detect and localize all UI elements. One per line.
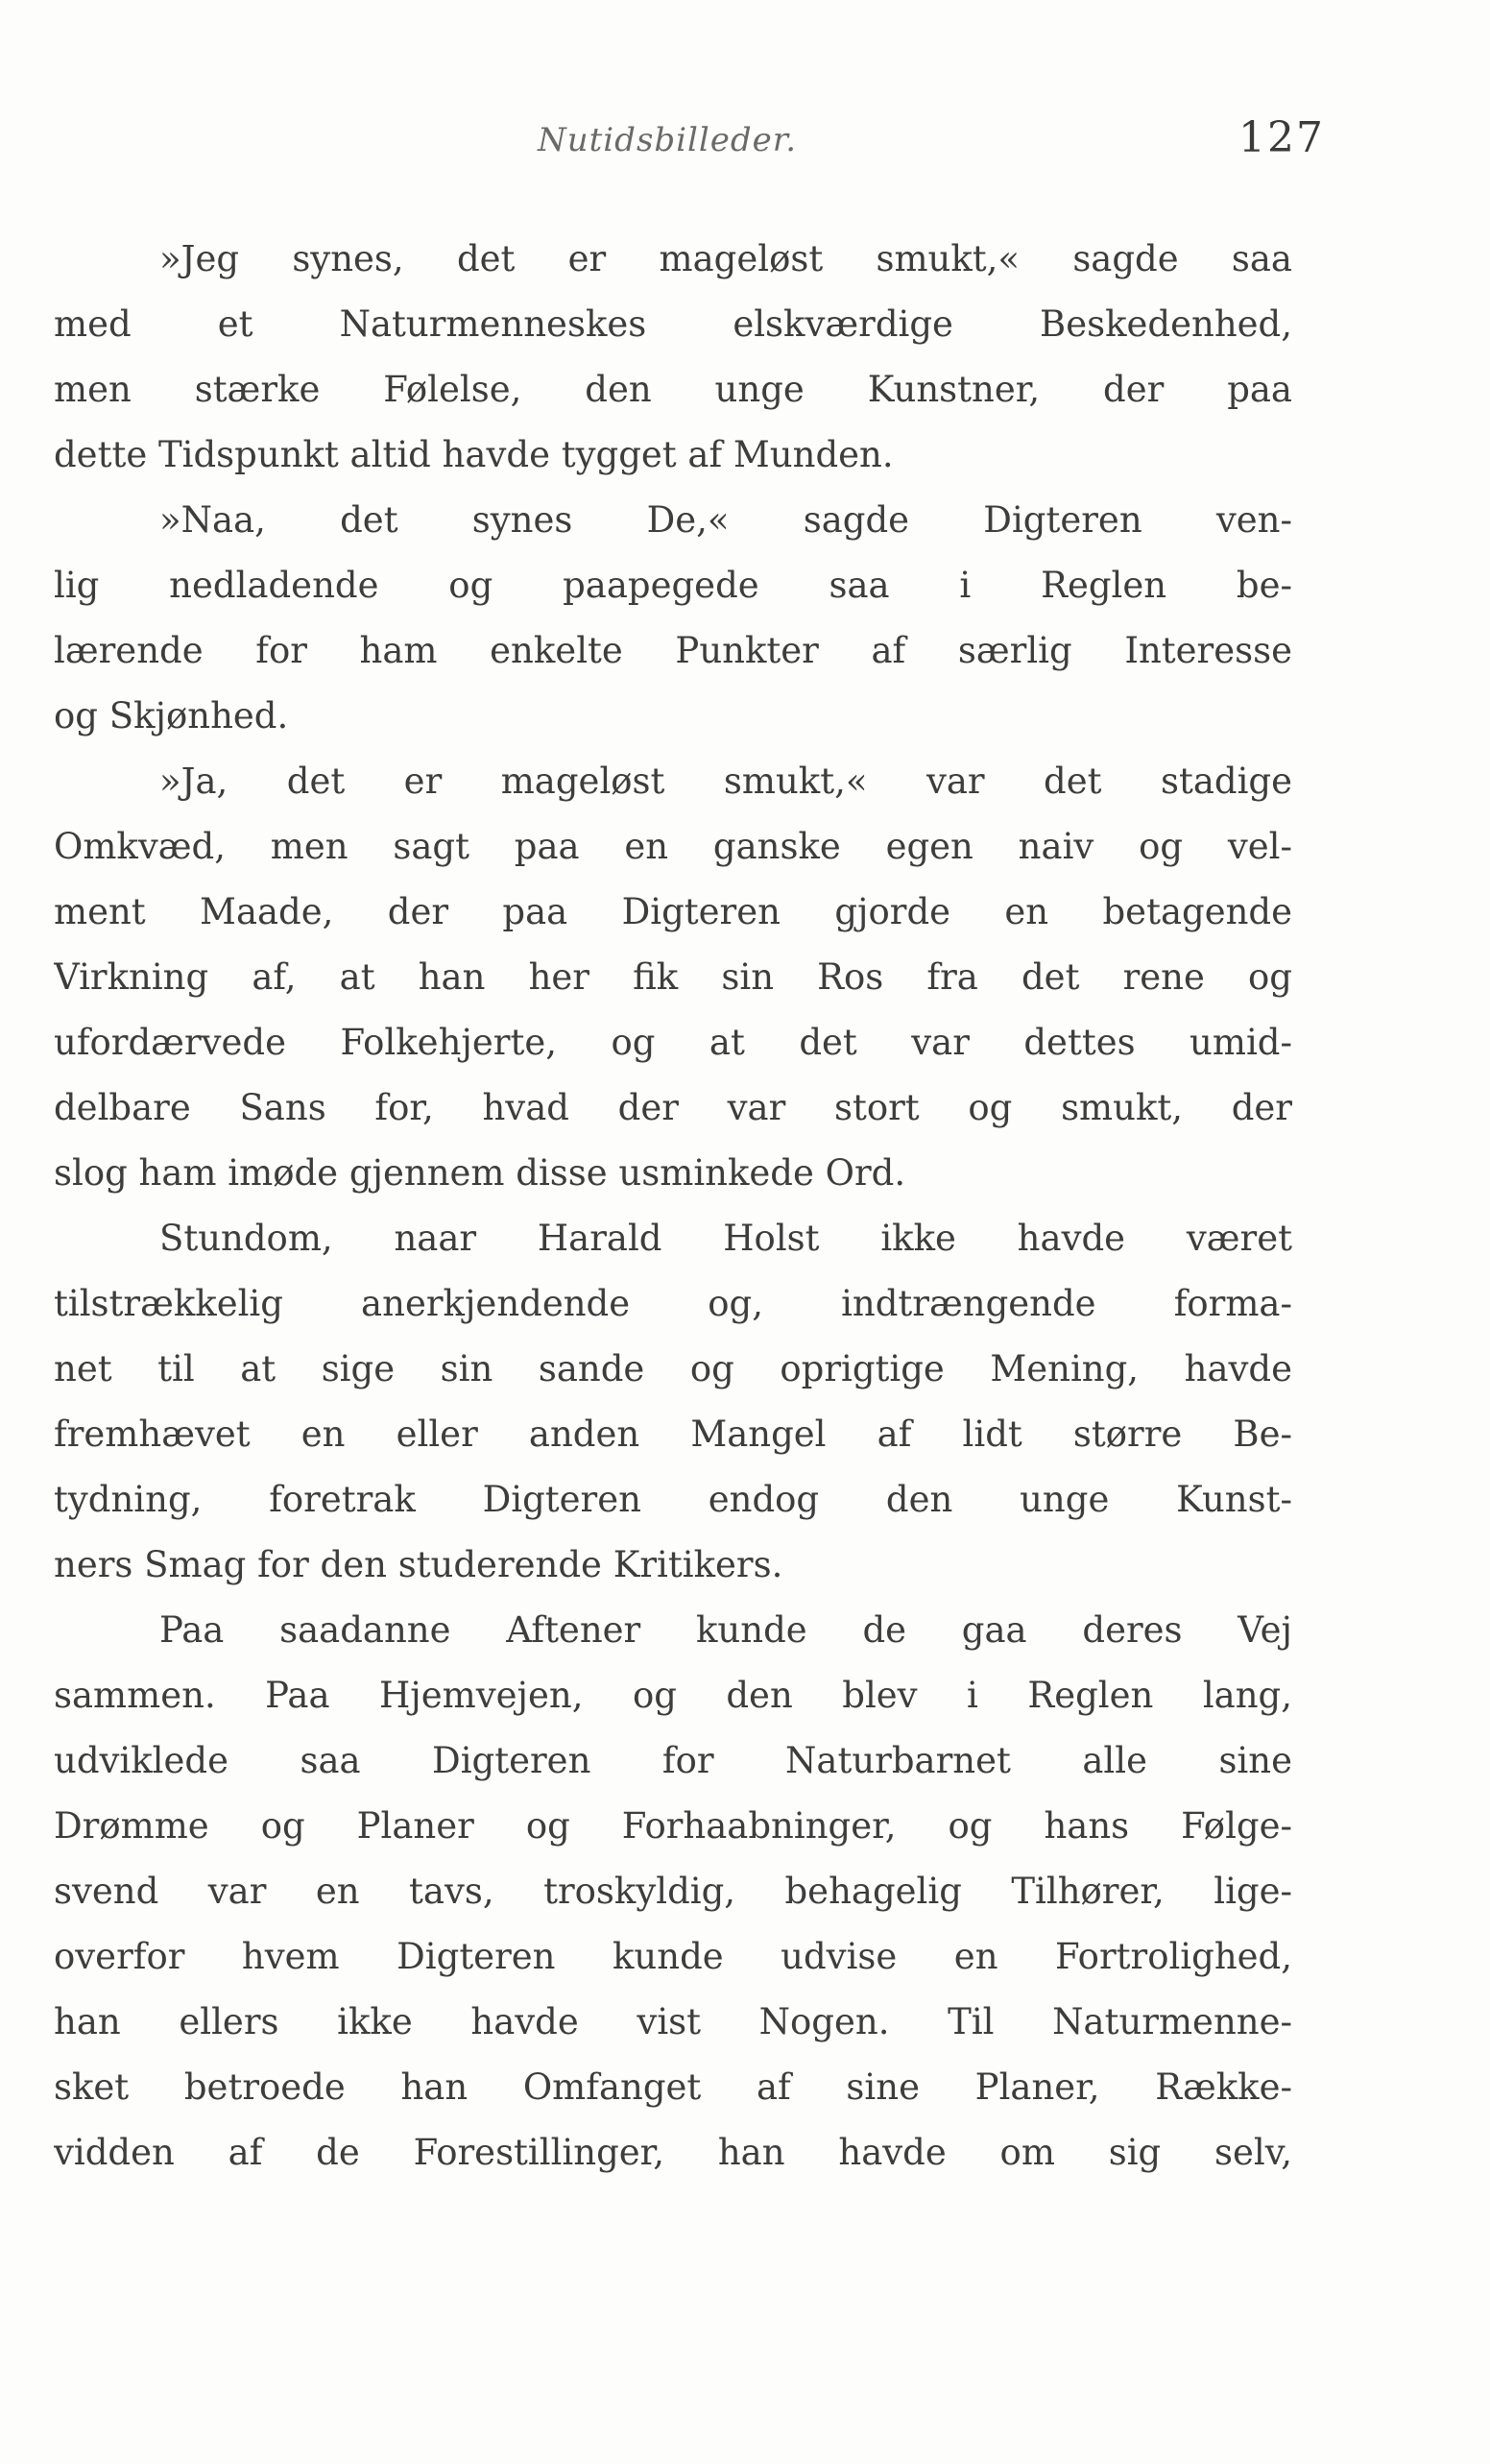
text-line: ment Maade, der paa Digteren gjorde en betagende	[54, 891, 1292, 932]
text-line: lig nedladende og paapegede saa i Reglen be-	[54, 565, 1292, 606]
text-line: og Skjønhed.	[54, 695, 289, 737]
text-line: overfor hvem Digteren kunde udvise en Fortrolighed,	[54, 1936, 1292, 1977]
text-line: Drømme og Planer og Forhaabninger, og hans Følge-	[54, 1805, 1292, 1847]
text-line: med et Naturmenneskes elskværdige Beskedenhed,	[54, 303, 1292, 345]
text-line: ufordærvede Folkehjerte, og at det var dettes umid-	[54, 1022, 1292, 1063]
text-line: Stundom, naar Harald Holst ikke havde været	[159, 1218, 1292, 1259]
text-line: Paa saadanne Aftener kunde de gaa deres Vej	[159, 1609, 1292, 1651]
text-line: »Naa, det synes De,« sagde Digteren ven-	[159, 499, 1292, 541]
text-line: dette Tidspunkt altid havde tygget af Munden.	[54, 434, 894, 475]
text-line: lærende for ham enkelte Punkter af særlig Interesse	[54, 630, 1292, 671]
body-text	[54, 227, 1292, 2186]
text-line: men stærke Følelse, den unge Kunstner, der paa	[54, 369, 1292, 410]
paragraph	[54, 227, 1292, 488]
text-line: tilstrækkelig anerkjendende og, indtrængende forma-	[54, 1283, 1292, 1324]
text-line: fremhævet en eller anden Mangel af lidt større Be-	[54, 1413, 1292, 1455]
text-line: slog ham imøde gjennem disse usminkede Ord.	[54, 1152, 906, 1194]
running-title: Nutidsbilleder.	[538, 121, 798, 159]
paragraph	[54, 1206, 1292, 1598]
text-line: sket betroede han Omfanget af sine Planer, Række-	[54, 2066, 1292, 2108]
text-line: han ellers ikke havde vist Nogen. Til Naturmenne-	[54, 2001, 1292, 2042]
text-line: »Ja, det er mageløst smukt,« var det stadige	[159, 761, 1292, 802]
text-line: vidden af de Forestillinger, han havde om sig selv,	[54, 2132, 1292, 2173]
text-line: ners Smag for den studerende Kritikers.	[54, 1544, 783, 1585]
paragraph	[54, 749, 1292, 1206]
text-line: delbare Sans for, hvad der var stort og smukt, der	[54, 1087, 1292, 1128]
paragraph	[54, 1598, 1292, 2186]
text-line: net til at sige sin sande og oprigtige Mening, havde	[54, 1348, 1292, 1389]
running-head	[0, 113, 1490, 171]
text-line: »Jeg synes, det er mageløst smukt,« sagde saa	[159, 238, 1292, 279]
text-line: udviklede saa Digteren for Naturbarnet alle sine	[54, 1740, 1292, 1781]
paragraph	[54, 488, 1292, 749]
text-line: sammen. Paa Hjemvejen, og den blev i Reglen lang,	[54, 1675, 1292, 1716]
text-line: tydning, foretrak Digteren endog den unge Kunst-	[54, 1479, 1292, 1520]
text-line: svend var en tavs, troskyldig, behagelig Tilhører, lige-	[54, 1871, 1292, 1912]
text-line: Virkning af, at han her fik sin Ros fra det rene og	[54, 956, 1292, 998]
page-number: 127	[1238, 113, 1325, 162]
text-line: Omkvæd, men sagt paa en ganske egen naiv og vel-	[54, 826, 1292, 867]
